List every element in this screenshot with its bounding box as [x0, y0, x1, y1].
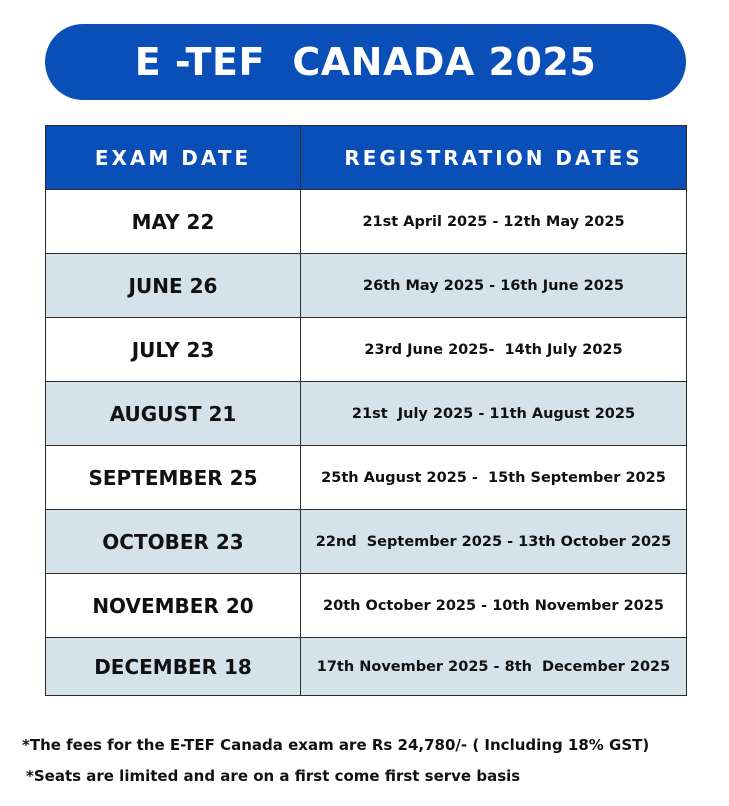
table-header-row — [46, 126, 687, 190]
exam-date-cell: JUNE 26 — [46, 254, 301, 318]
exam-date-cell: MAY 22 — [46, 190, 301, 254]
registration-dates-cell: 21st July 2025 - 11th August 2025 — [301, 382, 687, 446]
seats-note: *Seats are limited and are on a first come first serve basis — [26, 767, 521, 785]
registration-dates-cell: 21st April 2025 - 12th May 2025 — [301, 190, 687, 254]
header-registration-dates: REGISTRATION DATES — [301, 126, 687, 190]
registration-dates-cell: 17th November 2025 - 8th December 2025 — [301, 638, 687, 696]
exam-date-cell: JULY 23 — [46, 318, 301, 382]
exam-schedule-table — [45, 125, 687, 696]
exam-date-cell: SEPTEMBER 25 — [46, 446, 301, 510]
exam-date-cell: DECEMBER 18 — [46, 638, 301, 696]
table-row — [46, 190, 687, 254]
header-exam-date: EXAM DATE — [46, 126, 301, 190]
page-title: E -TEF CANADA 2025 — [134, 40, 597, 84]
registration-dates-cell: 20th October 2025 - 10th November 2025 — [301, 574, 687, 638]
table-row — [46, 382, 687, 446]
exam-date-cell: AUGUST 21 — [46, 382, 301, 446]
table-row — [46, 510, 687, 574]
registration-dates-cell: 23rd June 2025- 14th July 2025 — [301, 318, 687, 382]
fee-note: *The fees for the E-TEF Canada exam are Rs 24,780/- ( Including 18% GST) — [22, 736, 650, 754]
registration-dates-cell: 26th May 2025 - 16th June 2025 — [301, 254, 687, 318]
table-row — [46, 318, 687, 382]
exam-date-cell: OCTOBER 23 — [46, 510, 301, 574]
table-row — [46, 638, 687, 696]
registration-dates-cell: 25th August 2025 - 15th September 2025 — [301, 446, 687, 510]
table-row — [46, 446, 687, 510]
table-row — [46, 254, 687, 318]
table-row — [46, 574, 687, 638]
title-banner — [45, 24, 686, 100]
registration-dates-cell: 22nd September 2025 - 13th October 2025 — [301, 510, 687, 574]
footnotes — [22, 735, 722, 786]
exam-date-cell: NOVEMBER 20 — [46, 574, 301, 638]
